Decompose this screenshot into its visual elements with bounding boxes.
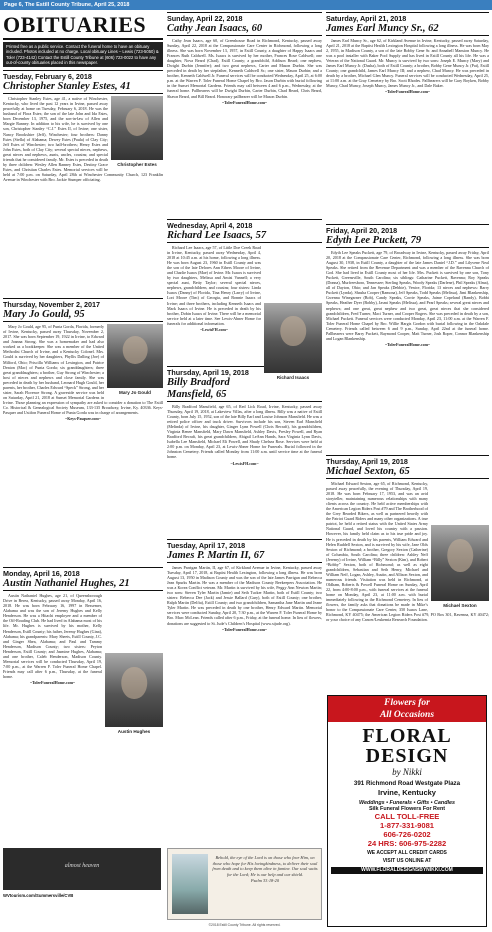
obit-name: James Earl Muncy Sr., 62	[326, 23, 489, 36]
copyright-line: ©2018 Estill County Tribune. All rights reserved.	[208, 923, 281, 927]
ad-banner-line-2: All Occasions	[379, 710, 435, 720]
obit-name: Austin Nathaniel Hughes, 21	[3, 578, 163, 591]
ad-visit-label: VISIT US ONLINE AT	[382, 858, 432, 864]
obit-name: Mary Jo Gould, 95	[3, 309, 163, 322]
obit-photo	[111, 96, 163, 168]
obit-body	[326, 481, 489, 706]
obit-date: Saturday, April 21, 2018	[326, 12, 489, 23]
obit-text: Mary Jo Gould, age 95, of Punta Gorda, Florida, formerly of Irvine, Kentucky, passed away Thursday, November 2, 2017. She was born September 19, 1922 in Irvine, to Edward and Joanna Strong. She was a homemaker and had also worked as a bookkeeper. She was a member of the United Methodist Church of Irvine, and a Kentucky Colonel. Mrs. Gould is survived by her daughters, Phyllis Dalling (Joe) of Milford, Ohio; Priscilla Williams of Lexington, and Patrice Deaton (Mac) of Punta Gorda; six granddaughters; three great granddaughters; a brother, Guy Strong of Winchester; a host of nieces and nephews and close family. She was preceded in death by her husband, Leonard Hugh Gould, her parents, her brother, Charles Edward “Speck” Strong, and her sister, Sarah Florence Strong. A graveside service was held on Saturday, April 21, 2018 at Sunset Memorial Gardens in Irvine. Those planning an expression of sympathy are asked to consider a donation to The Estill Co. Historical & Genealogical Society Museum, 133-135 Broadway, Irvine, Ky. 40336. Keys-Pasquer and Ustifon Funeral Home of Punta Gorda was in charge of arrangements.	[3, 324, 163, 415]
florist-ad	[327, 695, 487, 927]
obit-name: Michael Sexton, 65	[326, 466, 489, 479]
funeral-home-link: ~TolerFuneralHome.com~	[221, 99, 267, 105]
obit-date: Thursday, April 19, 2018	[326, 455, 489, 466]
obit-text: Austin Nathaniel Hughes, age 21, of Queensborough Drive in Berea, Kentucky, passed away Monday, April 16, 2018. He was born February 16, 1997 in Bessemer, Alabama and was the son of Jeremy Hughes and Kelly Henderson. He was a Hitachi employee and a member of the Off-Roading Club. He had lived in Alabama most of his life. Mr. Hughes is survived by his mother, Kelly Henderson, Estill County; his father, Jeremy Hughes (Gina), Alabama; his grandparents: Mary Sheets, Estill County, J.C. and Ginger Shea, Alabama; and Paul and Tammy Henderson, Madison County; two sisters: Peyton Henderson, Estill County; and Jasmine Hughes, Alabama; and one brother, Caleb Henderson, Madison County. Memorial services will be conducted Thursday, April 19, 7:00 p.m., at the Warren F. Toler Funeral Home Chapel. Friends may call after 6 p.m., Thursday, at the funeral home.	[3, 593, 102, 679]
photo-caption: Austin Hughes	[105, 729, 163, 734]
obit-name: James P. Martin II, 67	[167, 550, 322, 563]
obit-body	[3, 593, 163, 798]
obit-body	[3, 324, 163, 564]
obit-date: Tuesday, April 17, 2018	[167, 539, 322, 550]
obit-name: Cathy Jean Isaacs, 60	[167, 23, 322, 36]
page-header: Page 6, The Estill County Tribune, April 25, 2018	[0, 0, 492, 10]
ad-call-label: CALL TOLL-FREE	[374, 812, 440, 821]
obit-text: Cathy Jean Isaacs, age 60, of Greenhouse Road in Richmond, Kentucky, passed away Sunday, April 22, 2018 at the Compassionate Care Center in Richmond, following a long illness. She was born November 13, 1957, in Estill County, a daughter of Happy Isaacs and Frances Ruth Caldwell. Ms. Isaacs is survived by her mother, Frances Rose Caldwell; one daughter, Nova Beard (Chad), Estill County; a grandchild, Addison Beard; one nephew, Dwight Durbin (Jennifer); and two great nephews, Carter and Mason Durbin. She was preceded in death by her stepfather, Kenneth Caldwell Sr.; one sister, Mason Durbin; and a brother, Kenneth Caldwell Jr. Funeral services will be conducted Wednesday, April 25, at 6:00 p.m. at the Warren F. Toler Funeral Home Chapel by Bro. Jason Durbin with burial following in the Sunset Memorial Gardens. Friends may call between 4 and 6 p.m., Wednesday, at the funeral home. Pallbearers will be Dwight Durbin, Carter Durbin, Chad Beard, Chris Beard, Shawn Beard, and Bill Beard. Honorary pallbearer will be Mason Durbin.	[167, 38, 322, 99]
tourism-ad-band: almost heaven	[3, 848, 161, 890]
obit-date: Thursday, November 2, 2017	[3, 298, 163, 309]
obit-date: Wednesday, April 4, 2018	[167, 219, 322, 230]
obit-photo	[264, 303, 322, 380]
obit-text: James Earl Muncy Sr., age 62, of Kirkland Avenue in Irvine, Kentucky, passed away Saturday, April 21, 2018 at the Baptist Health Lexington Hospital following a long illness. He was born May 2, 1955, in Madison County, a son of the late Bobby Gene Sr. and Annabell Mansion Muncy. He was a pool installer with Baker Pool Supply and has lived in Estill County all his life. He was a Veteran of the National Guard. Mr. Muncy is survived by two sons: Joseph E. Muncy (Mary) and James Earl Muncy Jr. (Dasha), both of Estill County; a brother, Bobby Gene Muncy Jr. (Pat), Estill County; one grandchild, James Earl Muncy III; and a nephew, Chad Muncy. He was preceded in death by a brother, Michael Glen Muncy. Funeral services will be conducted Wednesday, April 25, at 11:00 a.m. at the Gray Cemetery by Bro. Scott Rhodes. Pallbearers will be Gary Boyken, Bobby Muncy, Chad Muncy, Joseph Muncy, James Muncy Jr., and Dale Baker.	[326, 38, 489, 89]
obit-body	[326, 250, 489, 452]
funeral-home-link: ~TolerFuneralHome.com~	[384, 89, 430, 95]
ad-business-name: FLORAL DESIGN	[362, 725, 452, 767]
ad-services: Weddings • Funerals • Gifts • Candles	[358, 800, 456, 806]
ad-silk-rental: Silk Funeral Flowers For Rent	[368, 806, 446, 812]
photo-caption: Christopher Estes	[111, 162, 163, 167]
obit-name: Christopher Stanley Estes, 41	[3, 81, 163, 94]
ad-website-link[interactable]: WWW.FLORALDESIGNSBYNIKKI.COM	[331, 867, 483, 874]
obit-photo	[105, 653, 163, 735]
obit-name: Richard Lee Isaacs, 57	[167, 230, 322, 243]
scripture-text	[212, 855, 318, 884]
obit-body	[167, 404, 322, 536]
obit-text: James Parrigan Martin, II, age 67, of Kirkland Avenue in Irvine, Kentucky, passed away Tuesday, April 17, 2018, at Baptist Health Lexington, following a long illness. He was born August 13, 1950 in Madison County and was the son of the late James Parrigan and Rebecca Jean Spurks Martin. He was a member of the Madison County Beekeepers Association. He was a Korea Conflict veteran. Mr. Martin is survived by his wife, Peggy Ann Newton Martin; two sons: Steven Tyler Martin (Jamie) and Seth Tucker Martin, both of Estill County; two sisters: Rebecca Dee (Jack) and Jessie Ballard (Gary), both of Estill County; one brother, Ralph Martin (Delfia), Estill County; and two grandchildren, Samantha Jane Martin and Jeane Tyler Martin. He was preceded in death by one brother, Henry Edward Martin. Memorial services were conducted Sunday, April 20, 7:30 p.m., at the Warren F. Toler Funeral Home by Bro. Marc McLean. Friends called after 6 p.m., Friday, at the funeral home. In lieu of flowers, donations are suggested to St. Jude’s Children’s Hospital (www.stjude.org).	[167, 565, 322, 626]
funeral-home-link: ~TolerFuneralHome.com~	[384, 341, 430, 347]
obit-name: Billy Bradford Mansfield, 65	[167, 377, 322, 402]
obit-body	[326, 38, 489, 221]
ad-credit-cards: WE ACCEPT ALL CREDIT CARDS	[367, 850, 447, 856]
obit-date: Friday, April 20, 2018	[326, 224, 489, 235]
obituaries-title: OBITUARIES	[3, 12, 163, 40]
funeral-home-link: ~TolerFuneralHome.com~	[221, 626, 267, 632]
photo-caption: Michael Sexton	[431, 603, 489, 608]
obit-date: Sunday, April 22, 2018	[167, 12, 322, 23]
obit-text: Michael Edward Sexton, age 65, of Richmond, Kentucky, passed away peacefully, the evening of Thursday, April 19, 2018. He was born February 17, 1953, and was an avid storyteller, maintaining numerous relationships with many clients across the country. He held active memberships with the American Legion Riders Post #79 and The Brotherhood of the Grey Bearded Bikers, as well as partnered heavily with the Patriot Guard Riders and many other organizations. A true patriot, he held a retired status with the United States Army National Guard, and loved his country with a passion. However, his family held claim as to his true pride and joy. He is preceded in death by his parents, William Edward and Helen Ruddell Sexton, and is survived by his wife, Jane Olds Sexton of Richmond; a brother, Gregory Sexton (Catherine) of Columbia, South Carolina; three children: Ashley Neff (Jeremy) of Irvine, William “Billy” Sexton (Kim), and Robert “Bobby” Sexton, both of Richmond; as well as eight grandchildren, Sebastian and Seth Henry, Michael and William Neff, Logan, Ashley, Austin, and Allison Sexton, and numerous friends. Visitation was held in Richmond, at Oldham, Roberts & Powell Funeral Home on Sunday, April 22, from 4:00-8:00 p.m., with funeral services at the funeral home on Monday, April 23, at 11:00 a.m. with burial immediately following in the Richmond Cemetery. In lieu of flowers, the family asks that donations be made in Mike’s honor to the Compassionate Care Center, 350 Isaacs Lane, Richmond, KY 40475; the American Legion Riders Post #79, PO Box 301, Ravenna, KY 40472; or your choice of any Cancer/Leukemia Research Foundation.	[326, 481, 489, 623]
obit-date: Tuesday, February 6, 2018	[3, 70, 163, 81]
obit-text: Richard Lee Isaacs, age 57, of Little Doe Creek Road in Irvine, Kentucky, passed away Wednesday, April 4, 2018 at 10:45 a.m. at his home, following a long illness. He was born August 23, 1960 in Estill County and was the son of the late Delores Ann Ethers Moore of Irvine, and Charlie Isaacs (Mae) of Irvine. Mr. Isaacs is survived by two daughters, Melissa and Amisi Vannell; a very special aunt, Betty Taylor; several special nieces, nephews, grandchildren, and cousins; four sisters: Linda Isaacs (Danny) of Florida, Tina Henry (Larry) of Irvine, Lori Moore (Tim) of Georgia, and Bonnie Isaacs of Irvine; and three brothers, including Kenneth Isaacs and Mark Isaacs of Irvine. He is preceded in death by his brother, Dobin Isaacs of Irvine. There will be a memorial service held at a later time. See Lewis-Abner Home for funerals for additional information.	[167, 245, 262, 326]
ad-banner-line-1: Flowers for	[384, 698, 430, 708]
ad-city: Irvine, Kentucky	[378, 788, 436, 797]
column-1	[3, 12, 163, 918]
photo-caption: Mary Jo Gould	[107, 390, 163, 395]
ad-phone-tollfree[interactable]: 1-877-331-9081	[379, 821, 435, 830]
scripture-image	[172, 854, 208, 914]
photo-caption: Richard Isaacs	[264, 375, 322, 380]
obit-body	[167, 565, 322, 683]
funeral-home-link: ~TolerFuneralHome.com~	[29, 679, 75, 685]
ad-address: 391 Richmond Road Westgate Plaza	[353, 780, 461, 787]
obit-date: Monday, April 16, 2018	[3, 567, 163, 578]
obit-body	[3, 96, 163, 295]
obit-text: Edyth Lee Speaks Puckett, age 79, of Broadway in Irvine, Kentucky, passed away Friday, April 20, 2018 at the Compassionate Care Center, Richmond, following a long illness. She was born August 30, 1938, in Estill County, a daughter of the late James Daniel “J.D.” and Lilyvene Neal Speaks. She retired from the Revenue Department and was a member of the Ravenna Church of God. She had lived in Estill County most of her life. Mrs. Puckett is survived by one son, Tony Puckett, Greensville, South Carolina; six siblings: Catharine Puckett, Ravenna; Roy Speaks (Donna), Murfreesboro, Tennessee; Sterling Speaks, Woody Speaks (Darlene), Phil Speaks (Alma), all of Dayton, Ohio; and Jan Speaks (Debbie), Venice, Florida; 13 nieces and nephews: Barry Puckett (Lynda), Shasha Cooper (Ramona), Jeff Speaks, Todd Speaks (Melissa), Jimi Blankenship, Gwenna Winegarner (Bob), Candy Speaks, Corrie Speaks, Jaime Copeland (Randy), Bobbi Speaks, Heather Dyer (Bobby), Jasmi Speaks (Melissa), and Pearl Speaks; several great nieces and nephews; and one great, great nephew and two great, great nieces that she considered grandchildren, Fred Turner, Maci Turner, and Cooper Rogers. She was preceded in death by a son, Michael Puckett. Funeral services were conducted Monday, April 23, 11:00 a.m. at the Warren F. Toler Funeral Home Chapel by Bro. Willie Hargis Gordon with burial following in the Oakdale Cemetery. Friends called between 6 and 9 p.m., Sunday, April 22nd at the funeral home. Pallbearers were Barry Puckett, Raymond Cooper, Matt Turner, Josh Roper, Connor Blankenship and Logan Blankenship.	[326, 250, 489, 341]
ad-phone-local[interactable]: 606-726-0202	[383, 830, 431, 839]
funeral-home-link: ~Keys-Pasquer.com~	[65, 416, 101, 422]
ad-banner	[328, 696, 486, 722]
obit-date: Thursday, April 19, 2018	[167, 366, 322, 377]
obituaries-notice: Printed free as a public service. Contact the funeral home to have an obituary included. Photos included at no charge. Local obituary Lines – Lewis (723-5050) & Toler (723-4142) Contact the Estill County Tribune at (606) 723-0022 to have any out-of-county obituaries placed in this newspaper.	[3, 42, 163, 67]
obit-name: Edyth Lee Puckett, 79	[326, 235, 489, 248]
scripture-box	[167, 848, 322, 920]
ad-byline: by Nikki	[392, 767, 422, 777]
obit-text: Christopher Stanley Estes, age 41, a native of Winchester, Kentucky, who lived the past 12 years in Irvine, passed away peacefully at home on Tuesday, February 6, 2018. He was the husband of Flora Estes; the son of the late John and Ida Estes, born December 13, 1975, and the son-in-law of Allen and Margie Ranney. In addition to his wife, he is survived by one son, Christopher Stanley “C.J.” Estes II, of Irvine; one sister, Nancy Brookshire (Jeff), Winchester; four brothers: Danny Estes (Stella) of Alabama; Dewey Estes (Paula) of Clay City; Jeff Estes of Winchester; two half-brothers; Henry Estes and John Estes, both of Clay City; several special nieces, nephews, great nieces and nephews, aunts, uncles, cousins; and special friends that he considered family. Mr. Estes is preceded in death by three children: Wesley Allen Ranney Estes, Destiny Grace Estes, and Christian Charles Estes. Memorial services will be held at 7:00 p.m. on Saturday, April 28th at Winchester Community Church, 123 Franklin Avenue in Winchester with Bro. Jackie Stumper officiating.	[3, 96, 163, 182]
obit-photo	[431, 525, 489, 608]
tourism-ad-url: WVtourism.com/Summersville/CVB	[3, 893, 74, 898]
funeral-home-link: ~LewisFH.com~	[200, 326, 228, 332]
obit-body	[167, 38, 322, 216]
obit-photo	[107, 324, 163, 396]
obit-text: Billy Bradford Mansfield, age 65, of Red Lick Road, Irvine, Kentucky, passed away Thursday, April 19, 2018, at Lakeview Villas, after a long illness. Billy was a native of Estill County, born July 15, 1952, son of the late Billy Earl and Louise Johnson Mansfield. He was a retired police officer and truck driver. Survivors include his son, Steven Earl Mansfield (Melinda) of Irvine, his daughter, Ginger Lynn Powell (Chris Becraft), his grandchildren, Virginia Renee Mansfield, Mary Dawn Mansfield, Ashley Davis, Presley Powell, and Ryan Bradford Becraft, his great grandchildren, Abigail LeAnn Hands, Sara Virginia Lynn Davis, Isabella Lee Mansfield, Michael Eli Powell, and Shady Chelsea Rose. Services were held at 2:00 p.m. on Monday, April 23, at Lewis-Abner Home for Funerals. Burial followed in the Johnston Cemetery. Friends called Monday from 11:00 a.m. until service time at the funeral home.	[167, 404, 322, 460]
scripture-reference: Psalm 33:18-20	[250, 877, 280, 883]
ad-phone-24hr[interactable]: 24 HRS: 606-975-2282	[367, 839, 447, 848]
scripture-verse: Behold, the eye of the Lord is on those who fear Him, on those who hope for His lovingkindness, to deliver their soul from death and to keep them alive in famine. Our soul waits for the Lord; He is our help and our shield.	[212, 855, 318, 878]
column-2	[167, 12, 322, 918]
funeral-home-link: ~LewisFH.com~	[230, 460, 259, 466]
